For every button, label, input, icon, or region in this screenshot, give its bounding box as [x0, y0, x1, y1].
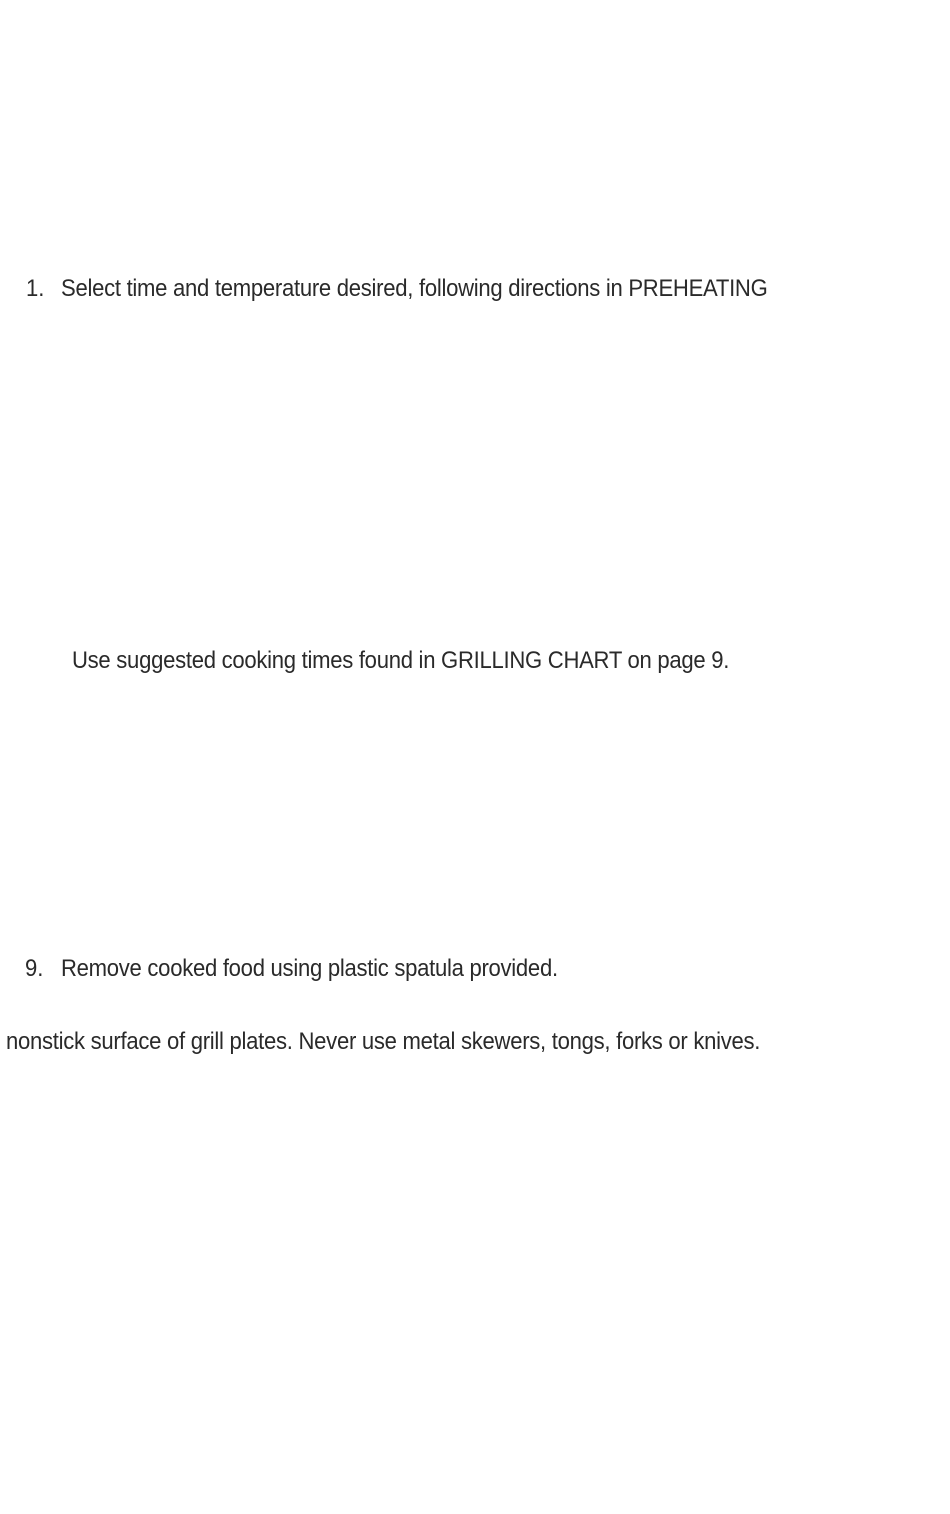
cooking-times-note: Use suggested cooking times found in GRILLING CHART on page 9.	[72, 647, 730, 674]
step-number: 1.	[26, 275, 45, 302]
step-number: 9.	[25, 955, 44, 982]
step-text: Select time and temperature desired, following directions in PREHEATING	[61, 275, 768, 302]
step-text: Remove cooked food using plastic spatula provided.	[61, 955, 558, 982]
warning-text: nonstick surface of grill plates. Never use metal skewers, tongs, forks or knives.	[6, 1028, 761, 1055]
